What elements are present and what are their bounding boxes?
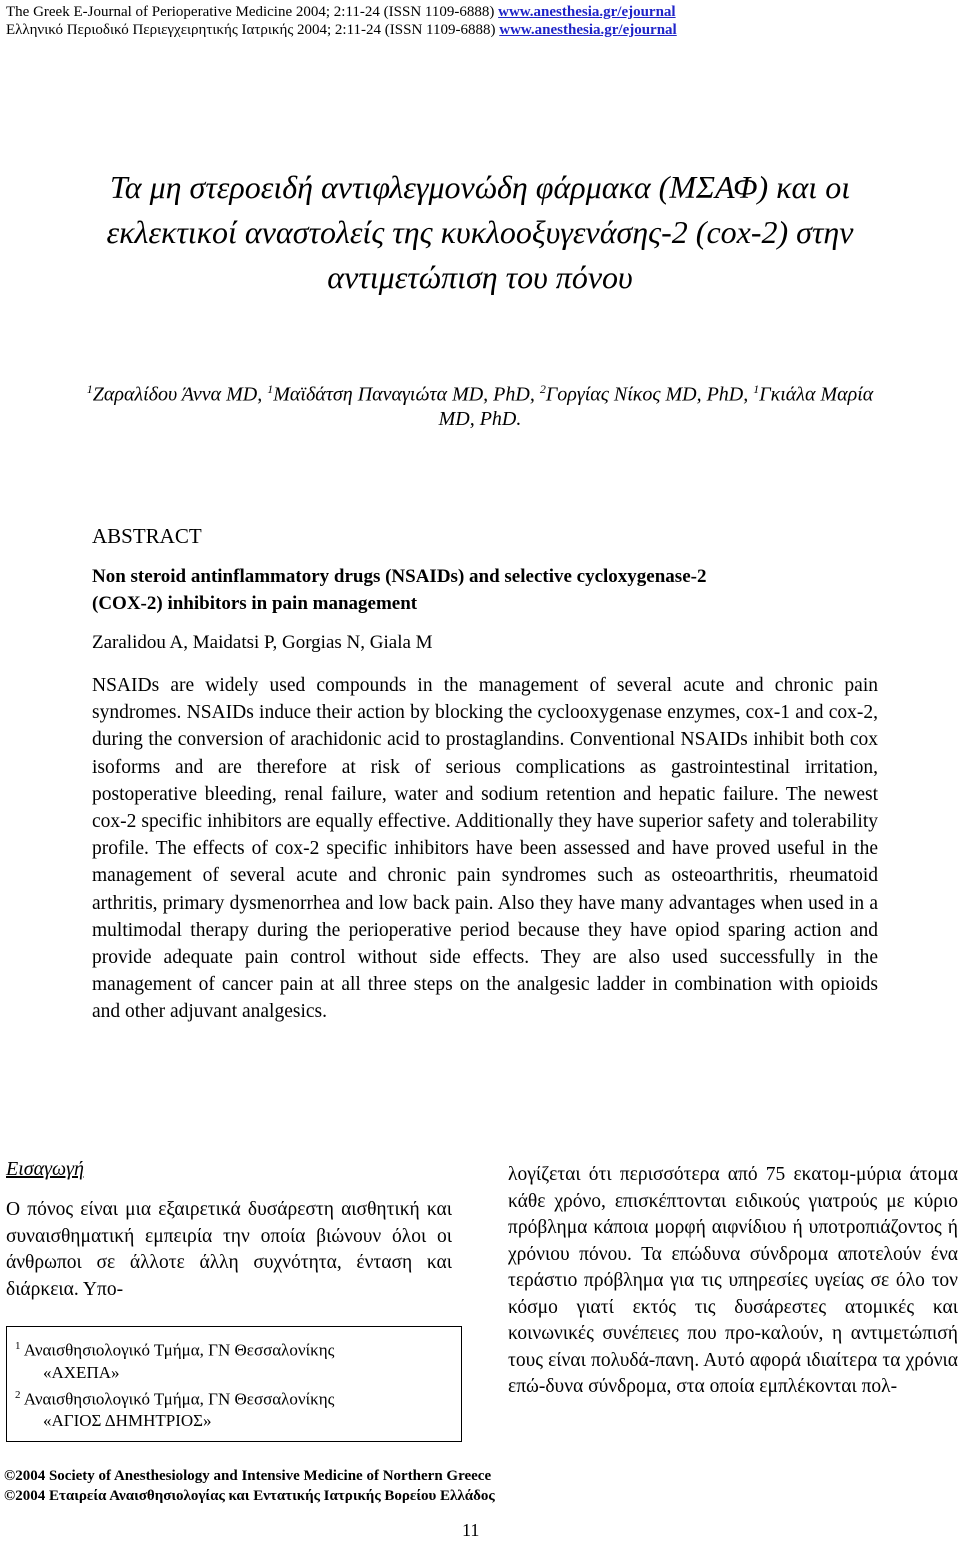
author-list	[0, 377, 960, 431]
abstract-title-line: Non steroid antinflammatory drugs (NSAIDs) and selective cycloxygenase-2	[92, 566, 707, 587]
journal-link-greek[interactable]: www.anesthesia.gr/ejournal	[499, 22, 677, 38]
intro-heading: Εισαγωγή	[6, 1158, 84, 1180]
intro-left-column: Ο πόνος είναι μια εξαιρετικά δυσάρεστη αισθητική και συναισθηματική εμπειρία την οποία βιώνουν όλοι οι άνθρωποι σε άλλοτε άλλη συχνότητα, ένταση και διάρκεια. Υπο-	[6, 1199, 452, 1300]
abstract-body: NSAIDs are widely used compounds in the management of several acute and chronic pain syndromes. NSAIDs induce their action by blocking the cyclooxygenase enzymes, cox-1 and cox-2, during the conversion of arachidonic acid to prostaglandins. Conventional NSAIDs inhibit both cox isoforms and are therefore at risk of serious complications as gastrointestinal irritation, postoperative bleeding, renal failure, water and sodium retention and hepatic failure. The newest cox-2 specific inhibitors are equally effective. Additionally they have superior safety and tolerability profile. The effects of cox-2 specific inhibitors have been assessed and have proved useful in the management of several acute and chronic pain syndromes such as osteoarthritis, rheumatoid arthritis, primary dysmenorrhea and low back pain. Also they have many advantages when used in a multimodal therapy during the perioperative period because they have opiod sparing action and provide adequate pain control without side effects. They are also used successfully in the management of cancer pain at all three steps on the analgesic ladder in combination with opioids and other adjuvant analgesics.	[92, 675, 878, 1023]
title-line: εκλεκτικοί αναστολείς της κυκλοοξυγενάσης-2 (cox-2) στην	[106, 214, 854, 250]
abstract-heading: ABSTRACT	[92, 524, 202, 548]
journal-link[interactable]: www.anesthesia.gr/ejournal	[498, 4, 676, 20]
affiliation-marker: 2	[539, 382, 546, 396]
footnote-text: Αναισθησιολογικό Τμήμα, ΓΝ Θεσσαλονίκης	[20, 1389, 335, 1409]
intro-right-column: λογίζεται ότι περισσότερα από 75 εκατομ-μύρια άτομα κάθε χρόνο, επισκέπτονται ειδικούς γιατρούς με κύριο πρόβλημα κάποια μορφή αιφνίδιου ή υποτροπιάζοντος ή χρόνιου πόνου. Τα επώδυνα σύνδρομα αποτελούν ένα τεράστιο πρόβλημα για τις υπηρεσίες υγείας σε όλο τον κόσμο γιατί εκτός τις δυσάρεστες ατομικές και κοινωνικές συνέπειες που προ-καλούν, η αντιμετώπισή τους είναι πολυδά-πανη. Αυτό αφορά ιδιαίτερα τα χρόνια επώ-δυνα σύνδρομα, στα οποία εμπλέκονται πολ-	[508, 1164, 958, 1397]
affiliation-marker: 1	[86, 382, 93, 396]
footnote-text: Αναισθησιολογικό Τμήμα, ΓΝ Θεσσαλονίκης	[20, 1340, 335, 1360]
title-line: αντιμετώπιση του πόνου	[327, 259, 633, 295]
affiliation-marker: 1	[753, 382, 760, 396]
abstract-title-line: (COX-2) inhibitors in pain management	[92, 593, 418, 614]
header-citation-english: The Greek E-Journal of Perioperative Medicine 2004; 2:11-24 (ISSN 1109-6888)	[6, 4, 499, 20]
page-number: 11	[462, 1520, 480, 1540]
author-name: Μαϊδάτση Παναγιώτα MD, PhD,	[273, 383, 540, 406]
author-name-continued: MD, PhD.	[438, 407, 522, 430]
footnote-text: «ΑΧΕΠΑ»	[43, 1362, 120, 1382]
copyright-english: ©2004 Society of Anesthesiology and Intensive Medicine of Northern Greece	[4, 1468, 492, 1484]
journal-header-english	[6, 4, 676, 21]
author-name: Γκιάλα Μαρία	[759, 383, 874, 406]
author-name: Γοργίας Νίκος MD, PhD,	[545, 383, 754, 406]
abstract-authors: Zaralidou A, Maidatsi P, Gorgias N, Giala M	[92, 632, 433, 653]
affiliations-footnote-box	[6, 1326, 462, 1442]
footnote-marker: 1	[15, 1340, 21, 1352]
article-title	[0, 165, 960, 300]
author-name: Ζαραλίδου Άννα MD,	[92, 383, 268, 406]
footnote-marker: 2	[15, 1388, 21, 1401]
journal-header-greek	[6, 22, 677, 39]
copyright-greek: ©2004 Εταιρεία Αναισθησιολογίας και Εντατικής Ιατρικής Βορείου Ελλάδος	[4, 1488, 495, 1504]
abstract-title	[92, 563, 878, 617]
affiliation-marker: 1	[267, 382, 274, 396]
header-citation-greek: Ελληνικό Περιοδικό Περιεγχειρητικής Ιατρικής 2004; 2:11-24 (ISSN 1109-6888)	[6, 22, 500, 38]
footnote-text: «ΑΓΙΟΣ ΔΗΜΗΤΡΙΟΣ»	[43, 1411, 212, 1431]
title-line: Τα μη στεροειδή αντιφλεγμονώδη φάρμακα (ΜΣΑΦ) και οι	[109, 169, 851, 205]
